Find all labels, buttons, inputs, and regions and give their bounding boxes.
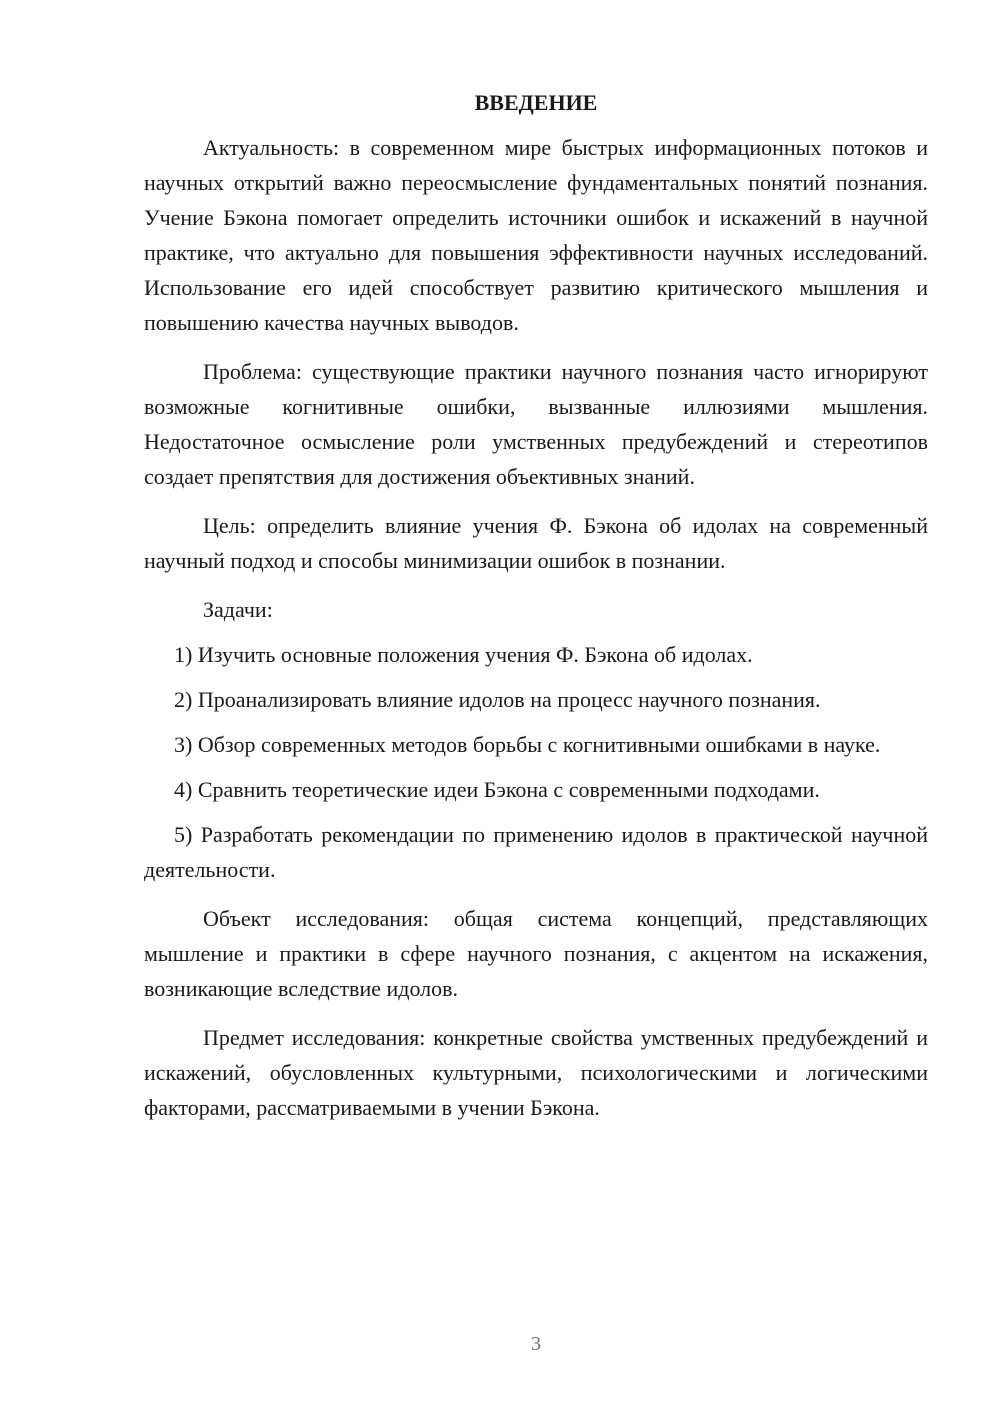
- tasks-heading: Задачи:: [203, 597, 273, 622]
- page-title: ВВЕДЕНИЕ: [474, 90, 598, 115]
- goal-paragraph: Цель: определить влияние учения Ф. Бэкона об идолах на современный научный подход и способы минимизации ошибок в познании.: [144, 513, 928, 573]
- task-item-2: 2) Проанализировать влияние идолов на процесс научного познания.: [174, 687, 821, 712]
- document-page: [144, 88, 928, 1139]
- object-paragraph: Объект исследования: общая система концепций, представляющих мышление и практики в сфере научного познания, с акцентом на искажения, возникающие вследствие идолов.: [144, 906, 928, 1001]
- page-number: 3: [531, 1333, 541, 1355]
- task-item-4: 4) Сравнить теоретические идеи Бэкона с современными подходами.: [174, 777, 820, 802]
- problem-paragraph: Проблема: существующие практики научного познания часто игнорируют возможные когнитивные ошибки, вызванные иллюзиями мышления. Недостаточное осмысление роли умственных предубеждений и стереотипов создает препятствия для достижения объективных знаний.: [144, 359, 928, 489]
- relevance-paragraph: Актуальность: в современном мире быстрых информационных потоков и научных открытий важно переосмысление фундаментальных понятий познания. Учение Бэкона помогает определить источники ошибок и искажений в научной практике, что актуально для повышения эффективности научных исследований. Использование его идей способствует развитию критического мышления и повышению качества научных выводов.: [144, 135, 928, 335]
- subject-paragraph: Предмет исследования: конкретные свойства умственных предубеждений и искажений, обусловленных культурными, психологическими и логическими факторами, рассматриваемыми в учении Бэкона.: [144, 1025, 928, 1120]
- task-item-3: 3) Обзор современных методов борьбы с когнитивными ошибками в науке.: [174, 732, 881, 757]
- task-item-5: 5) Разработать рекомендации по применению идолов в практической научной деятельности.: [144, 822, 928, 882]
- task-item-1: 1) Изучить основные положения учения Ф. Бэкона об идолах.: [174, 642, 753, 667]
